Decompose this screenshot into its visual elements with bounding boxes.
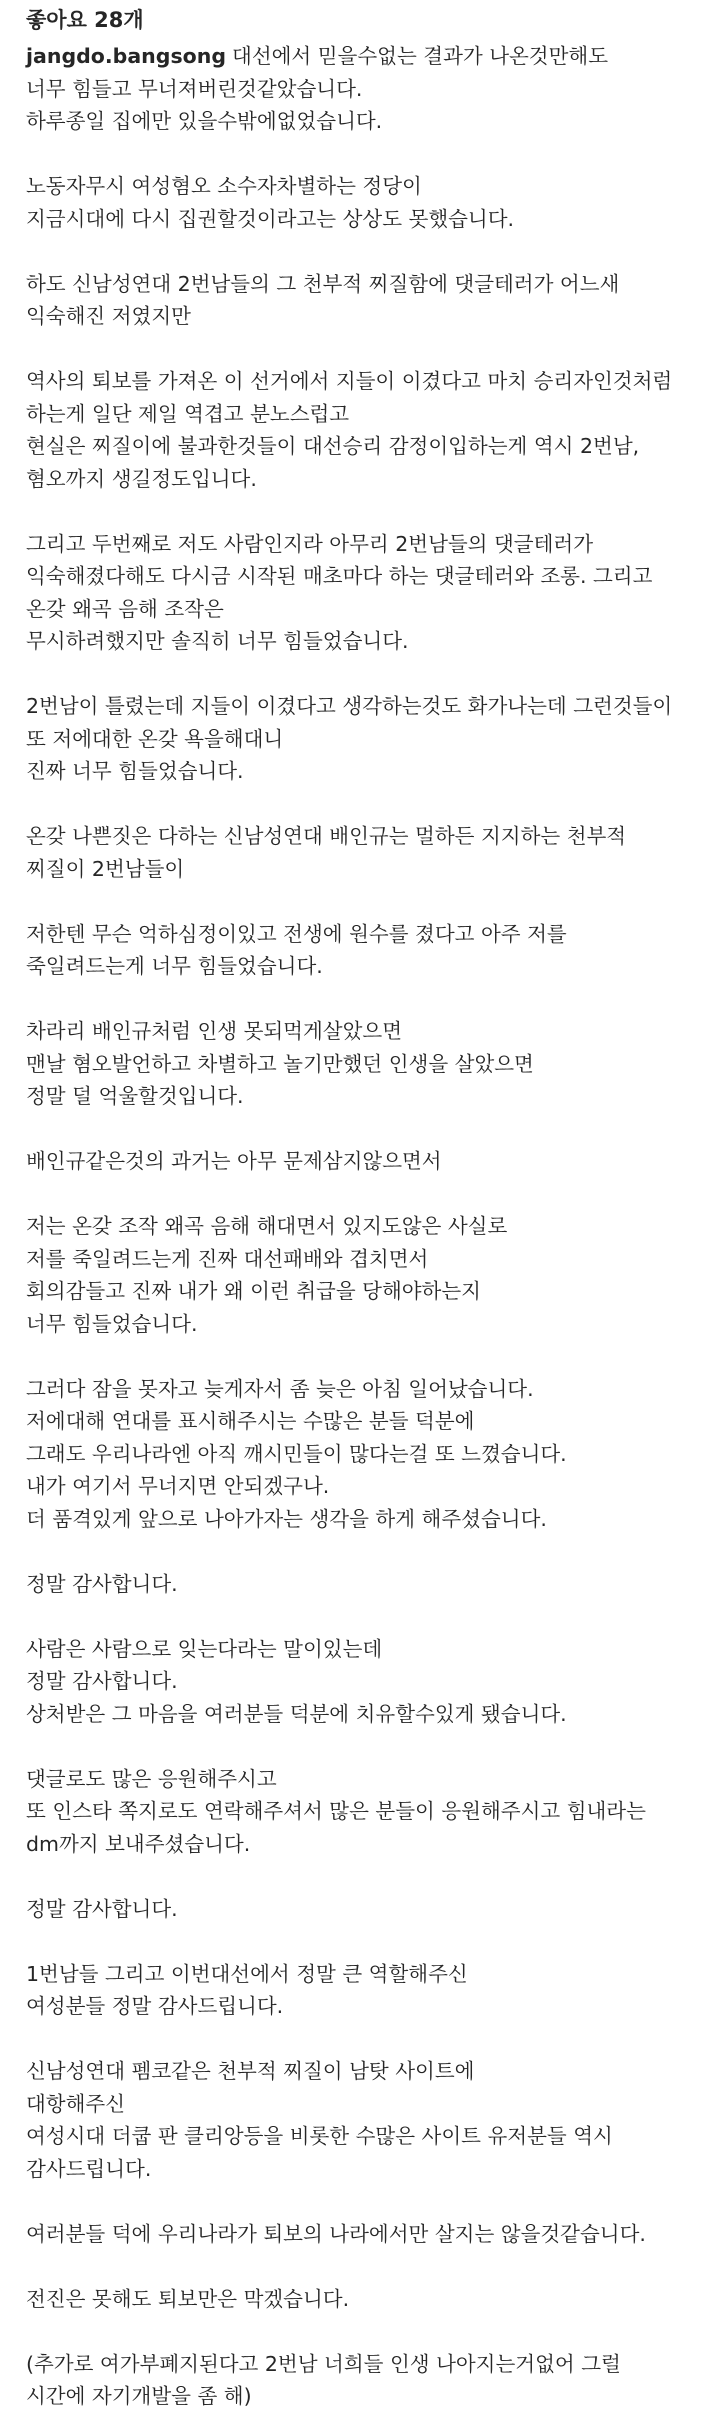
caption-line: 저는 온갖 조작 왜곡 음해 해대면서 있지도않은 사실로 — [26, 1214, 508, 1238]
caption-line: 여러분들 덕에 우리나라가 퇴보의 나라에서만 살지는 않을것같습니다. — [26, 2221, 646, 2246]
caption-line: 역사의 퇴보를 가져온 이 선거에서 지들이 이겼다고 마치 승리자인것처럼 — [26, 369, 673, 393]
caption-line: 무시하려했지만 솔직히 너무 힘들었습니다. — [26, 629, 409, 653]
caption-line: 2번남이 틀렸는데 지들이 이겼다고 생각하는것도 화가나는데 그런것들이 — [26, 694, 673, 718]
caption-paragraph — [26, 918, 694, 983]
caption-line: 정말 감사합니다. — [26, 1571, 178, 1596]
caption-line: 익숙해졌다해도 다시금 시작된 매초마다 하는 댓글테러와 조롱. 그리고 — [26, 564, 653, 588]
caption-paragraph — [26, 1568, 694, 1601]
caption-paragraph — [26, 1958, 694, 2023]
caption-line: 여성시대 더쿱 판 클리앙등을 비롯한 수많은 사이트 유저분들 역시 — [26, 2124, 613, 2148]
caption-paragraph — [26, 40, 694, 138]
caption-line: 감사드립니다. — [26, 2156, 152, 2181]
caption-line: 현실은 찌질이에 불과한것들이 대선승리 감정이입하는게 역시 2번남, — [26, 434, 640, 458]
caption-line: 시간에 자기개발을 좀 해) — [26, 2384, 252, 2408]
caption-line: 맨날 혐오발언하고 차별하고 놀기만했던 인생을 살았으면 — [26, 1051, 534, 1076]
username-link[interactable]: jangdo.bangsong — [26, 44, 227, 68]
caption-line: 하루종일 집에만 있을수밖에없었습니다. — [26, 109, 383, 133]
caption-paragraph — [26, 1210, 694, 1340]
caption-paragraph — [26, 1633, 694, 1731]
caption-line: 저를 죽일려드는게 진짜 대선패배와 겹치면서 — [26, 1246, 429, 1271]
caption-paragraph — [26, 1373, 694, 1536]
caption-line: 대항해주신 — [26, 2091, 126, 2116]
caption-line: 익숙해진 저였지만 — [26, 304, 191, 328]
caption-line: 1번남들 그리고 이번대선에서 정말 큰 역할해주신 — [26, 1961, 468, 1986]
caption-paragraph — [26, 268, 694, 333]
caption-line: 지금시대에 다시 집권할것이라고는 상상도 못했습니다. — [26, 206, 515, 231]
caption-line: 또 저에대한 온갖 욕을해대니 — [26, 726, 284, 751]
caption-paragraph — [26, 365, 694, 495]
caption-line: (추가로 여가부폐지된다고 2번남 너희들 인생 나아지는거없어 그럴 — [26, 2351, 621, 2376]
caption-line: 신남성연대 펨코같은 천부적 찌질이 남탓 사이트에 — [26, 2059, 475, 2083]
caption-line: 여성분들 정말 감사드립니다. — [26, 1994, 284, 2018]
caption-line: 너무 힘들고 무너져버린것같았습니다. — [26, 76, 363, 101]
caption-line: 혐오까지 생길정도입니다. — [26, 466, 257, 491]
caption-line: 찌질이 2번남들이 — [26, 856, 185, 881]
caption-line: 사람은 사람으로 잊는다라는 말이있는데 — [26, 1636, 383, 1661]
caption-paragraph — [26, 1145, 694, 1178]
caption-line: 전진은 못해도 퇴보만은 막겠습니다. — [26, 2286, 350, 2311]
caption-paragraph — [26, 1893, 694, 1926]
caption-line: 정말 감사합니다. — [26, 1669, 178, 1693]
caption-paragraph — [26, 1763, 694, 1861]
caption-line: dm까지 보내주셨습니다. — [26, 1831, 251, 1856]
caption-line: 그래도 우리나라엔 아직 깨시민들이 많다는걸 또 느꼈습니다. — [26, 1441, 567, 1466]
caption-paragraph — [26, 2218, 694, 2251]
caption-paragraph — [26, 820, 694, 885]
caption-line: 너무 힘들었습니다. — [26, 1311, 198, 1336]
caption-text: 대선에서 믿을수없는 결과가 나온것만해도 — [232, 44, 609, 68]
caption-paragraph — [26, 2348, 694, 2413]
caption-line: 하도 신남성연대 2번남들의 그 천부적 찌질함에 댓글테러가 어느새 — [26, 271, 620, 296]
caption-line: 하는게 일단 제일 역겹고 분노스럽고 — [26, 401, 350, 426]
caption-line: 노동자무시 여성혐오 소수자차별하는 정당이 — [26, 174, 422, 198]
caption-paragraph — [26, 2055, 694, 2185]
caption-line: 정말 덜 억울할것입니다. — [26, 1084, 244, 1108]
caption-line: 그리고 두번째로 저도 사람인지라 아무리 2번남들의 댓글테러가 — [26, 531, 594, 556]
caption-line: 그러다 잠을 못자고 늦게자서 좀 늦은 아침 일어났습니다. — [26, 1376, 534, 1401]
caption-line: 더 품격있게 앞으로 나아가자는 생각을 하게 해주셨습니다. — [26, 1506, 547, 1531]
caption-line: 댓글로도 많은 응원해주시고 — [26, 1766, 277, 1791]
likes-count[interactable]: 좋아요 28개 — [26, 8, 144, 32]
caption-line: 온갖 나쁜짓은 다하는 신남성연대 배인규는 멀하든 지지하는 천부적 — [26, 824, 627, 848]
caption-line: 진짜 너무 힘들었습니다. — [26, 759, 244, 783]
caption-line: 회의감들고 진짜 내가 왜 이런 취급을 당해야하는지 — [26, 1279, 481, 1303]
caption-line: 죽일려드는게 너무 힘들었습니다. — [26, 954, 323, 978]
caption-first-line — [26, 40, 694, 73]
caption-line: 또 인스타 쪽지로도 연락해주셔서 많은 분들이 응원해주시고 힘내라는 — [26, 1799, 646, 1823]
caption-paragraph — [26, 1015, 694, 1113]
caption-line: 저에대해 연대를 표시해주시는 수많은 분들 덕분에 — [26, 1409, 475, 1433]
caption-paragraph — [26, 690, 694, 788]
caption-line: 차라리 배인규처럼 인생 못되먹게살았으면 — [26, 1019, 403, 1043]
caption-paragraph — [26, 528, 694, 658]
caption-line: 정말 감사합니다. — [26, 1896, 178, 1921]
caption-paragraph — [26, 2283, 694, 2316]
caption-line: 상처받은 그 마음을 여러분들 덕분에 치유할수있게 됐습니다. — [26, 1701, 567, 1726]
caption-line: 배인규같은것의 과거는 아무 문제삼지않으면서 — [26, 1149, 442, 1173]
post-caption — [26, 40, 694, 2413]
caption-paragraph — [26, 170, 694, 235]
caption-line: 내가 여기서 무너지면 안되겠구나. — [26, 1474, 330, 1498]
caption-line: 저한텐 무슨 억하심정이있고 전생에 원수를 졌다고 아주 저를 — [26, 921, 567, 946]
caption-line: 온갖 왜곡 음해 조작은 — [26, 596, 224, 621]
